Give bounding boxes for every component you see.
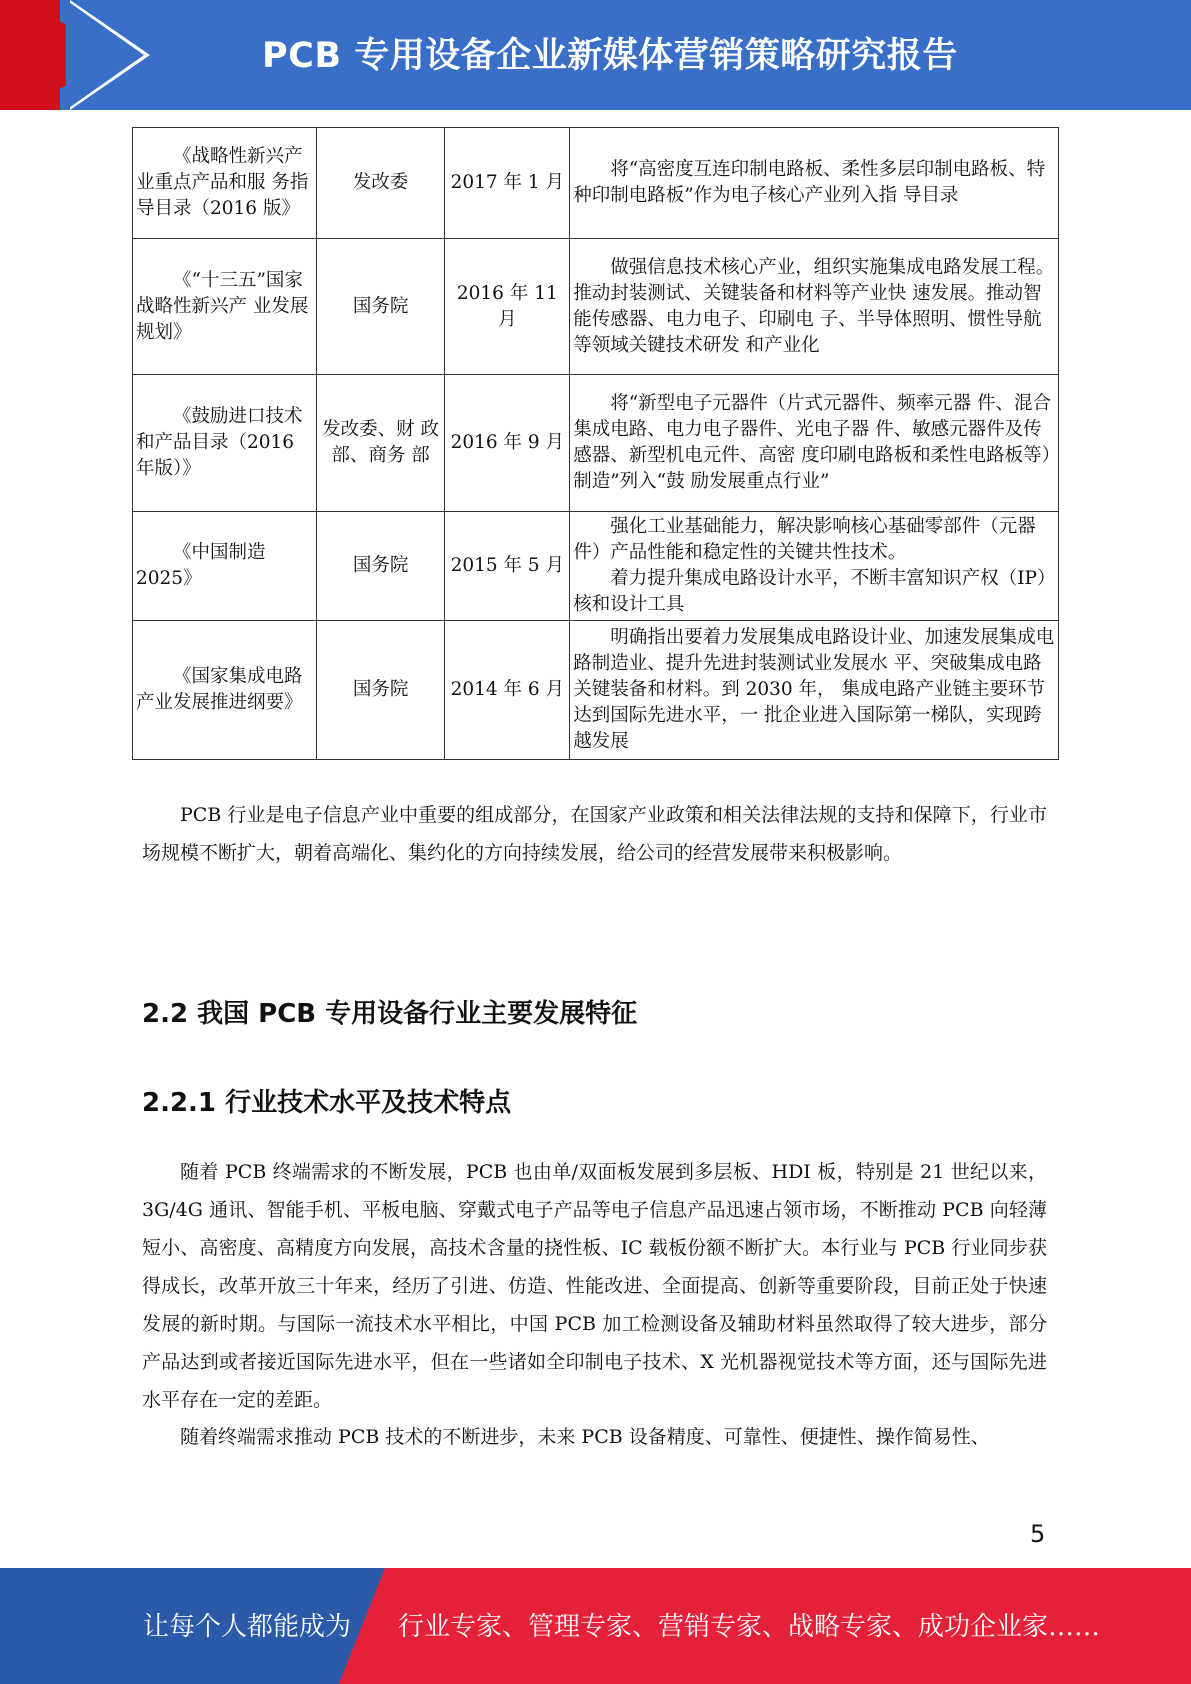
policy-name-cell: 《鼓励进口技术和产品目录（2016 年版）》 <box>133 375 317 512</box>
policy-content-text: 将“高密度互连印制电路板、柔性多层印制电路板、特种印制电路板”作为电子核心产业列入指 导目录 <box>573 159 1046 206</box>
section-heading-2-2: 2.2 我国 PCB 专用设备行业主要发展特征 <box>142 999 638 1029</box>
policy-name-cell: 《国家集成电路产业发展推进纲要》 <box>133 621 317 760</box>
policy-dept-cell: 国务院 <box>316 239 445 375</box>
policy-date-cell: 2016 年 9 月 <box>445 375 570 512</box>
policy-content-cell <box>570 375 1059 512</box>
header-blue-chevron <box>66 0 144 110</box>
policy-content-text: 将“新型电子元器件（片式元器件、频率元器 件、混合集成电路、电力电子器件、光电子器 件、敏感元器件及传感器、新型机电元件、高密 度印刷电路板和柔性电路板等）制造”列入“鼓 励发展重点行业” <box>573 393 1052 492</box>
page-footer <box>0 1568 1191 1684</box>
policy-date-cell: 2016 年 11 月 <box>445 239 570 375</box>
policy-name-cell: 《战略性新兴产业重点产品和服 务指导目录（2016 版》 <box>133 128 317 239</box>
policy-content-cell <box>570 239 1059 375</box>
policy-date-cell: 2014 年 6 月 <box>445 621 570 760</box>
table-row <box>133 375 1059 512</box>
policy-dept-cell: 发改委、财 政部、商务 部 <box>316 375 445 512</box>
policy-date-cell: 2015 年 5 月 <box>445 512 570 621</box>
policy-content-text: 明确指出要着力发展集成电路设计业、加速发展集成电路制造业、提升先进封装测试业发展水 平、突破集成电路关键装备和材料。到 2030 年， 集成电路产业链主要环节达到国际先进水平，一 批企业进入国际第一梯队，实现跨越发展 <box>573 627 1055 752</box>
policy-content-text: 做强信息技术核心产业，组织实施集成电路发展工程。推动封装测试、关键装备和材料等产业快 速发展。推动智能传感器、电力电子、印刷电 子、半导体照明、惯性导航等领域关键技术研发 和产业化 <box>573 256 1055 356</box>
policy-dept-cell: 国务院 <box>316 621 445 760</box>
policy-date-cell: 2017 年 1 月 <box>445 128 570 239</box>
footer-slogan-left: 让每个人都能成为 <box>143 1612 352 1642</box>
page-header <box>0 0 1191 110</box>
table-row <box>133 239 1059 375</box>
section-heading-2-2-1: 2.2.1 行业技术水平及技术特点 <box>142 1088 512 1118</box>
policy-content-cell <box>570 128 1059 239</box>
body-paragraph: 随着终端需求推动 PCB 技术的不断进步，未来 PCB 设备精度、可靠性、便捷性、操作简易性、 <box>180 1426 990 1448</box>
policy-name-cell: 《“十三五”国家战略性新兴产 业发展规划》 <box>133 239 317 375</box>
policy-content-cell <box>570 621 1059 760</box>
table-row <box>133 128 1059 239</box>
page-number: 5 <box>1030 1520 1046 1548</box>
header-title: PCB 专用设备企业新媒体营销策略研究报告 <box>262 36 958 76</box>
body-paragraph: PCB 行业是电子信息产业中重要的组成部分，在国家产业政策和相关法律法规的支持和保障下，行业市场规模不断扩大，朝着高端化、集约化的方向持续发展，给公司的经营发展带来积极影响。 <box>142 804 1047 864</box>
policy-content-cell <box>570 512 1059 621</box>
policy-name-cell: 《中国制造 2025》 <box>133 512 317 621</box>
policy-content-text: 着力提升集成电路设计水平，不断丰富知识产权（IP）核和设计工具 <box>573 568 1047 615</box>
policy-dept-cell: 发改委 <box>316 128 445 239</box>
body-paragraph: 随着 PCB 终端需求的不断发展，PCB 也由单/双面板发展到多层板、HDI 板，特别是 21 世纪以来，3G/4G 通讯、智能手机、平板电脑、穿戴式电子产品等电子信息产品迅速占领市场，不断推动 PCB 向轻薄短小、高密度、高精度方向发展，高技术含量的挠性板、IC 载板份额不断扩大。本行业与 PCB 行业同步获得成长，改革开放三十年来，经历了引进、仿造、性能改进、全面提高、创新等重要阶段，目前正处于快速发展的新时期。与国际一流技术水平相比，中国 PCB 加工检测设备及辅助材料虽然取得了较大进步，部分产品达到或者接近国际先进水平，但在一些诸如全印制电子技术、X 光机器视觉技术等方面，还与国际先进水平存在一定的差距。 <box>142 1161 1047 1411</box>
table-row <box>133 512 1059 621</box>
table-row <box>133 621 1059 760</box>
footer-slogan-right: 行业专家、管理专家、营销专家、战略专家、成功企业家…… <box>398 1612 1101 1642</box>
policy-dept-cell: 国务院 <box>316 512 445 621</box>
policy-table <box>132 127 1059 760</box>
policy-content-text: 强化工业基础能力，解决影响核心基础零部件（元器件）产品性能和稳定性的关键共性技术。 <box>573 516 1036 563</box>
